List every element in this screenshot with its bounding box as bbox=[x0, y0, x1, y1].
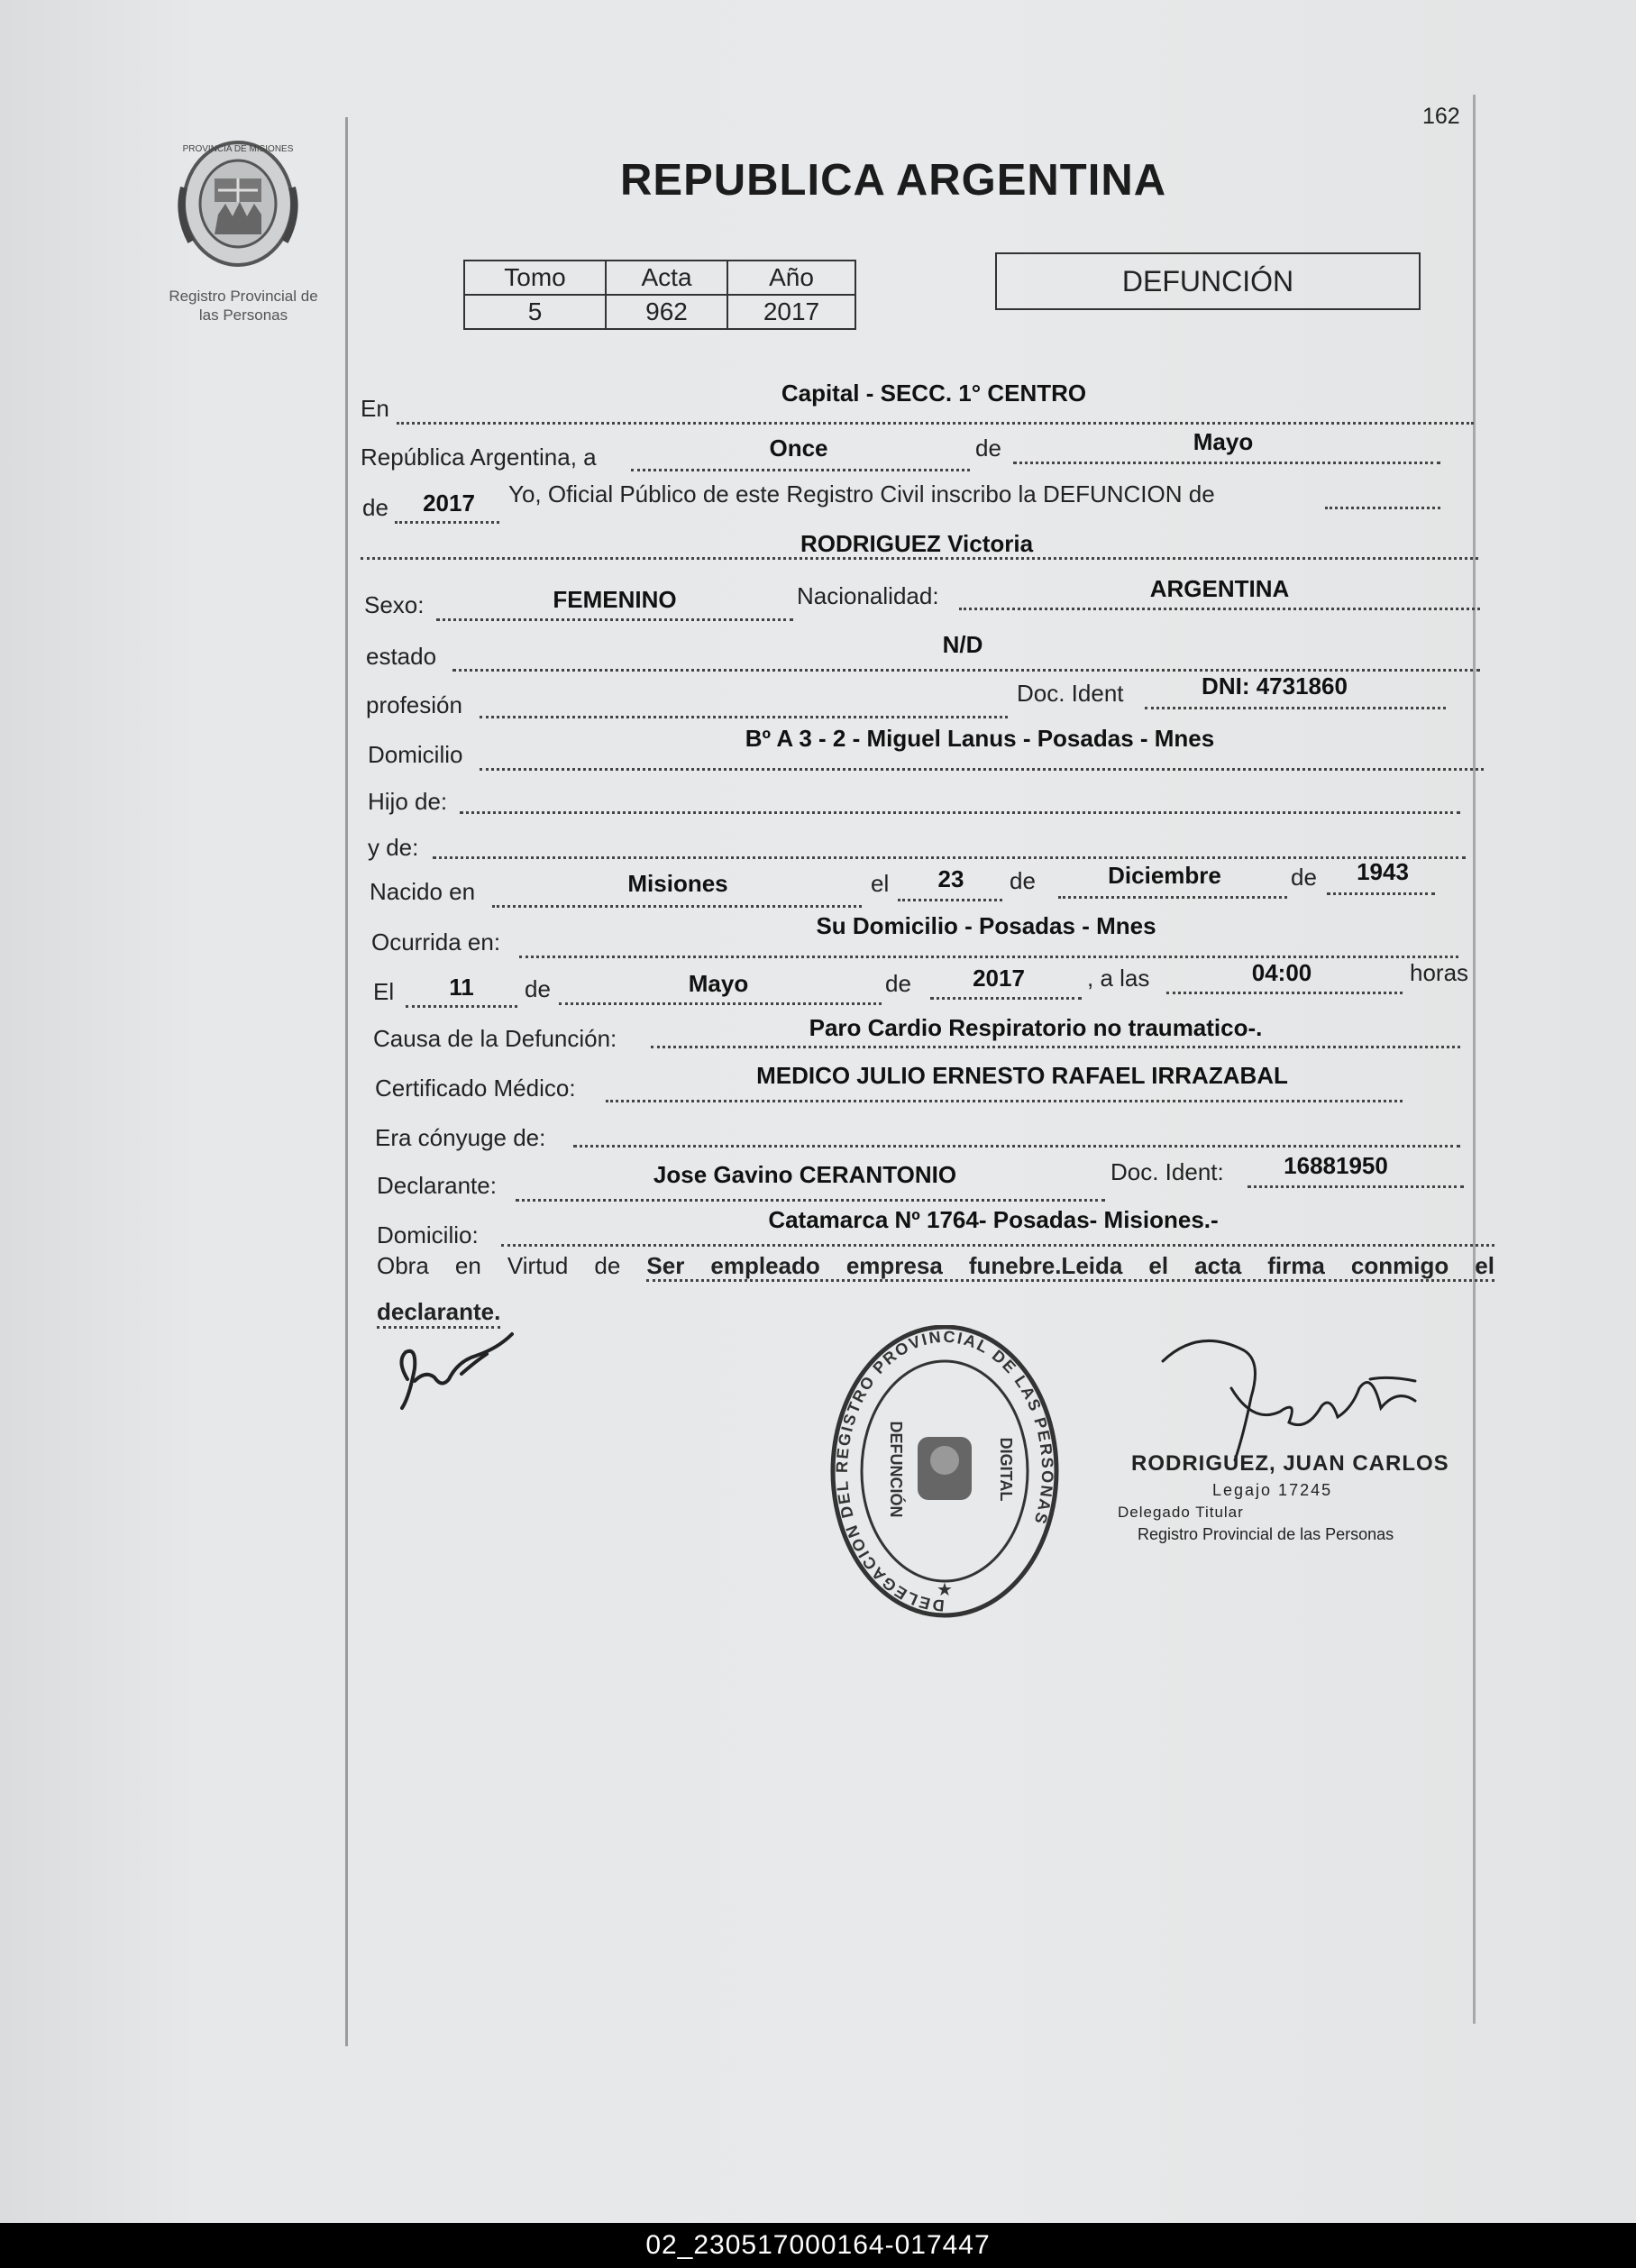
value-domicilio: Bº A 3 - 2 - Miguel Lanus - Posadas - Mnes bbox=[745, 725, 1215, 752]
value-anio: 2017 bbox=[423, 489, 475, 517]
tomo-header: Tomo bbox=[464, 261, 606, 295]
signatory-name: RODRIGUEZ, JUAN CARLOS bbox=[1131, 1451, 1449, 1476]
stamp-inner-left: DEFUNCIÓN bbox=[887, 1421, 905, 1518]
dotted-line bbox=[436, 618, 793, 621]
value-domicilio-declarante: Catamarca Nº 1764- Posadas- Misiones.- bbox=[768, 1206, 1219, 1233]
stamp-inner-right: DIGITAL bbox=[997, 1437, 1015, 1502]
dotted-line bbox=[516, 1199, 1105, 1202]
label-virtud: Virtud bbox=[507, 1252, 569, 1279]
value-def-mes: Mayo bbox=[688, 970, 749, 997]
label-obra: Obra bbox=[377, 1252, 429, 1279]
stamp-star-icon: ★ bbox=[937, 1578, 953, 1600]
label-de: de bbox=[975, 434, 1001, 462]
value-nac-anio: 1943 bbox=[1357, 858, 1409, 885]
dotted-line bbox=[1145, 707, 1446, 709]
dotted-line bbox=[1166, 992, 1403, 994]
acta-header: Acta bbox=[606, 261, 727, 295]
value-hora: 04:00 bbox=[1251, 959, 1312, 986]
signatory-legajo: Legajo 17245 bbox=[1212, 1481, 1333, 1499]
label-yo-text: Yo, Oficial Público de este Registro Civil inscribo la DEFUNCION de bbox=[508, 480, 1215, 508]
dotted-line bbox=[573, 1145, 1460, 1148]
dotted-line bbox=[480, 716, 1008, 718]
tomo-value: 5 bbox=[464, 295, 606, 329]
label-de: de bbox=[1010, 867, 1036, 894]
value-def-anio: 2017 bbox=[973, 965, 1025, 992]
dotted-line bbox=[1327, 892, 1435, 895]
tomo-acta-table bbox=[463, 260, 856, 330]
value-certificado: MEDICO JULIO ERNESTO RAFAEL IRRAZABAL bbox=[756, 1062, 1288, 1089]
dotted-line bbox=[1325, 507, 1440, 509]
dotted-line bbox=[433, 856, 1466, 859]
label-en: En bbox=[361, 395, 389, 422]
logo-top-text: PROVINCIA DE MISIONES bbox=[182, 144, 294, 154]
value-doc-ident: DNI: 4731860 bbox=[1202, 672, 1348, 700]
label-a-las: , a las bbox=[1087, 965, 1150, 992]
declarant-initials-signature bbox=[389, 1325, 525, 1424]
stamp-ring-text: DELEGACIÓN DEL REGISTRO PROVINCIAL DE LAS PERSONAS bbox=[832, 1327, 1057, 1615]
acta-value: 962 bbox=[606, 295, 727, 329]
right-margin-line bbox=[1473, 95, 1476, 2024]
label-en: en bbox=[454, 1252, 481, 1279]
label-conyuge: Era cónyuge de: bbox=[375, 1124, 546, 1151]
label-decl-doc: Doc. Ident: bbox=[1110, 1158, 1224, 1185]
value-dia: Once bbox=[769, 434, 828, 462]
misiones-coat-of-arms-logo bbox=[171, 133, 305, 273]
label-el: el bbox=[871, 870, 890, 897]
page-number: 162 bbox=[1422, 104, 1460, 129]
dotted-line bbox=[559, 1002, 882, 1005]
label-declarante: Declarante: bbox=[377, 1172, 497, 1199]
value-obra: Ser empleado empresa funebre.Leida el acta firma conmigo el bbox=[646, 1252, 1494, 1282]
value-ocurrida-en: Su Domicilio - Posadas - Mnes bbox=[816, 912, 1156, 939]
signatory-registro: Registro Provincial de las Personas bbox=[1138, 1525, 1394, 1543]
label-estado: estado bbox=[366, 643, 437, 670]
label-de: de bbox=[885, 970, 911, 997]
anio-value: 2017 bbox=[727, 295, 855, 329]
value-def-dia: 11 bbox=[449, 974, 474, 1001]
obra-en-virtud-line bbox=[377, 1248, 1494, 1283]
dotted-line bbox=[1058, 896, 1287, 899]
document-code-footer: 02_230517000164-017447 bbox=[0, 2223, 1636, 2268]
label-de: de bbox=[1291, 864, 1317, 891]
dotted-line bbox=[898, 899, 1002, 901]
logo-caption bbox=[144, 287, 343, 325]
label-de: de bbox=[362, 494, 388, 521]
label-de: de bbox=[594, 1252, 621, 1279]
label-de: de bbox=[525, 975, 551, 1002]
label-profesion: profesión bbox=[366, 691, 462, 718]
label-causa: Causa de la Defunción: bbox=[373, 1025, 617, 1052]
value-decl-doc: 16881950 bbox=[1284, 1152, 1388, 1179]
label-sexo: Sexo: bbox=[364, 591, 425, 618]
label-nacionalidad: Nacionalidad: bbox=[797, 582, 939, 609]
dotted-line bbox=[452, 669, 1480, 672]
label-domicilio: Domicilio bbox=[368, 741, 463, 768]
value-nac-mes: Diciembre bbox=[1108, 862, 1221, 889]
value-causa: Paro Cardio Respiratorio no traumatico-. bbox=[809, 1014, 1263, 1041]
label-certificado: Certificado Médico: bbox=[375, 1075, 576, 1102]
signatory-cargo: Delegado Titular bbox=[1118, 1504, 1244, 1521]
label-el: El bbox=[373, 978, 395, 1005]
value-estado: N/D bbox=[942, 631, 983, 658]
dotted-line bbox=[1248, 1185, 1464, 1188]
dotted-line bbox=[492, 905, 862, 908]
value-sexo: FEMENINO bbox=[553, 586, 677, 613]
value-declarante: Jose Gavino CERANTONIO bbox=[653, 1161, 957, 1188]
value-mes: Mayo bbox=[1193, 428, 1254, 455]
value-nacionalidad: ARGENTINA bbox=[1149, 575, 1290, 602]
label-domicilio-declarante: Domicilio: bbox=[377, 1221, 479, 1248]
dotted-line bbox=[519, 956, 1458, 958]
dotted-line bbox=[930, 997, 1082, 1000]
dotted-line bbox=[395, 521, 499, 524]
value-nombre: RODRIGUEZ Victoria bbox=[800, 530, 1034, 557]
official-stamp-seal bbox=[827, 1325, 1062, 1623]
value-obra-continuation: declarante. bbox=[377, 1298, 500, 1329]
dotted-line bbox=[959, 608, 1480, 610]
dotted-line bbox=[397, 422, 1474, 425]
logo-caption-line1: Registro Provincial de bbox=[169, 288, 318, 305]
value-nac-dia: 23 bbox=[937, 865, 964, 892]
label-y-de: y de: bbox=[368, 834, 419, 861]
dotted-line bbox=[460, 811, 1460, 814]
label-hijo-de: Hijo de: bbox=[368, 788, 448, 815]
label-republica: República Argentina, a bbox=[361, 444, 597, 471]
dotted-line bbox=[631, 469, 970, 471]
left-margin-line bbox=[345, 117, 348, 2046]
dotted-line bbox=[406, 1005, 517, 1008]
label-horas: horas bbox=[1410, 959, 1469, 986]
label-doc-ident: Doc. Ident bbox=[1017, 680, 1124, 707]
value-nacido-en: Misiones bbox=[627, 870, 728, 897]
logo-caption-line2: las Personas bbox=[198, 306, 288, 324]
dotted-line bbox=[480, 768, 1484, 771]
record-type-box: DEFUNCIÓN bbox=[995, 252, 1421, 310]
label-ocurrida-en: Ocurrida en: bbox=[371, 928, 501, 956]
dotted-line bbox=[606, 1100, 1403, 1102]
dotted-line bbox=[501, 1244, 1494, 1247]
value-en: Capital - SECC. 1° CENTRO bbox=[781, 380, 1087, 407]
label-nacido-en: Nacido en bbox=[370, 878, 476, 905]
dotted-line bbox=[651, 1046, 1460, 1048]
dotted-line bbox=[1013, 462, 1440, 464]
page-title: REPUBLICA ARGENTINA bbox=[620, 156, 1167, 205]
anio-header: Año bbox=[727, 261, 855, 295]
